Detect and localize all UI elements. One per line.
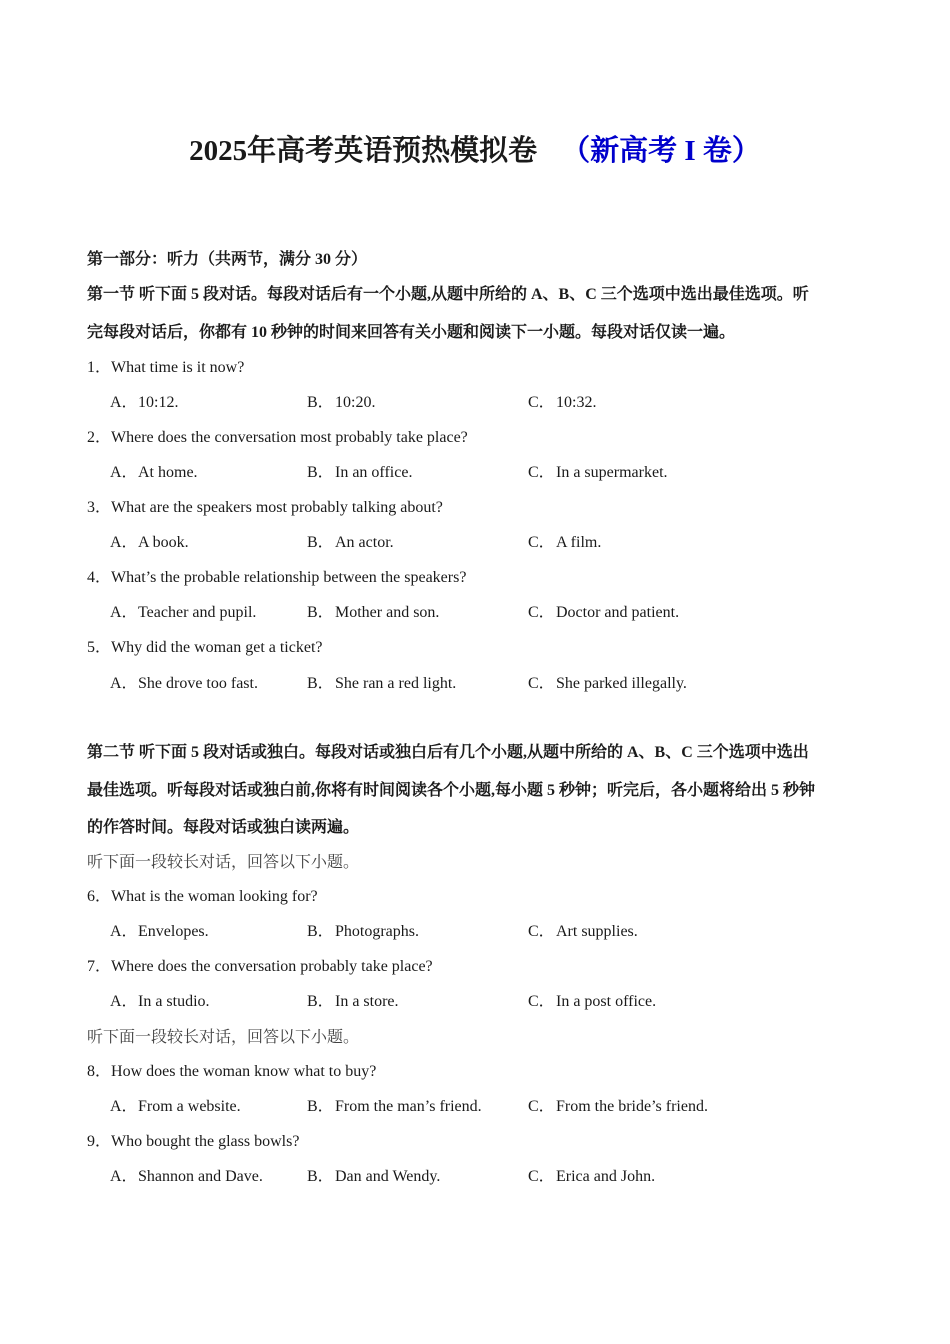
option-letter: C． xyxy=(528,675,555,692)
question-8 xyxy=(87,1061,376,1083)
option-a xyxy=(110,991,210,1013)
option-text: From the bride’s friend. xyxy=(556,1098,708,1115)
option-letter: A． xyxy=(110,464,138,481)
option-letter: A． xyxy=(110,1168,138,1185)
section2-instructions-line2: 最佳选项。听每段对话或独白前,你将有时间阅读各个小题,每小题 5 秒钟；听完后，各小题将给出 5 秒钟 xyxy=(87,782,816,799)
option-a xyxy=(110,1096,241,1118)
question-text: What’s the probable relationship between the speakers? xyxy=(111,569,467,586)
option-letter: A． xyxy=(110,993,138,1010)
long-dialogue-note: 听下面一段较长对话，回答以下小题。 xyxy=(87,1029,360,1046)
question-text: What time is it now? xyxy=(111,359,245,376)
part1-heading: 第一部分：听力（共两节，满分 30 分） xyxy=(87,251,368,268)
option-letter: A． xyxy=(110,534,138,551)
question-text: What are the speakers most probably talking about? xyxy=(111,499,443,516)
question-text: Where does the conversation probably take place? xyxy=(111,958,433,975)
option-c xyxy=(528,1096,708,1118)
option-letter: C． xyxy=(528,604,555,621)
option-text: Dan and Wendy. xyxy=(335,1168,441,1185)
title-tag: （新高考 I 卷） xyxy=(561,135,761,167)
option-letter: A． xyxy=(110,394,138,411)
option-a xyxy=(110,602,256,624)
option-b xyxy=(307,1096,482,1118)
option-text: At home. xyxy=(138,464,198,481)
option-text: Erica and John. xyxy=(556,1168,656,1185)
question-number: 1． xyxy=(87,359,112,376)
option-b xyxy=(307,462,412,484)
option-letter: A． xyxy=(110,1098,138,1115)
option-letter: C． xyxy=(528,464,555,481)
question-1 xyxy=(87,357,244,379)
option-letter: B． xyxy=(307,993,334,1010)
option-letter: B． xyxy=(307,534,334,551)
section1-instructions-line2: 完每段对话后，你都有 10 秒钟的时间来回答有关小题和阅读下一小题。每段对话仅读一遍。 xyxy=(87,324,736,341)
question-number: 2． xyxy=(87,429,112,446)
question-9 xyxy=(87,1131,299,1153)
option-text: Envelopes. xyxy=(138,923,209,940)
option-letter: B． xyxy=(307,1098,334,1115)
option-c xyxy=(528,1166,655,1188)
question-text: How does the woman know what to buy? xyxy=(111,1063,377,1080)
long-dialogue-note: 听下面一段较长对话，回答以下小题。 xyxy=(87,854,360,871)
option-letter: C． xyxy=(528,1098,555,1115)
option-letter: B． xyxy=(307,464,334,481)
option-a xyxy=(110,1166,263,1188)
option-c xyxy=(528,673,687,695)
option-text: 10:32. xyxy=(556,394,597,411)
page-title xyxy=(0,131,950,171)
option-c xyxy=(528,602,679,624)
option-b xyxy=(307,673,456,695)
question-text: What is the woman looking for? xyxy=(111,888,318,905)
question-number: 9． xyxy=(87,1133,112,1150)
option-letter: B． xyxy=(307,923,334,940)
option-text: From a website. xyxy=(138,1098,241,1115)
option-b xyxy=(307,991,399,1013)
option-text: In a supermarket. xyxy=(556,464,668,481)
option-b xyxy=(307,392,375,414)
question-6 xyxy=(87,886,318,908)
option-text: She ran a red light. xyxy=(335,675,457,692)
question-number: 3． xyxy=(87,499,112,516)
option-letter: B． xyxy=(307,675,334,692)
question-7 xyxy=(87,956,433,978)
question-number: 6． xyxy=(87,888,112,905)
option-letter: B． xyxy=(307,1168,334,1185)
option-letter: A． xyxy=(110,675,138,692)
option-text: She drove too fast. xyxy=(138,675,258,692)
option-b xyxy=(307,532,394,554)
option-text: Shannon and Dave. xyxy=(138,1168,263,1185)
option-text: A book. xyxy=(138,534,189,551)
option-text: Photographs. xyxy=(335,923,419,940)
option-text: Art supplies. xyxy=(556,923,638,940)
option-text: A film. xyxy=(556,534,602,551)
option-c xyxy=(528,991,656,1013)
option-b xyxy=(307,602,439,624)
option-letter: C． xyxy=(528,394,555,411)
question-text: Why did the woman get a ticket? xyxy=(111,639,323,656)
option-letter: B． xyxy=(307,394,334,411)
option-text: In a store. xyxy=(335,993,399,1010)
question-text: Who bought the glass bowls? xyxy=(111,1133,300,1150)
section2-instructions-line3: 的作答时间。每段对话或独白读两遍。 xyxy=(87,819,360,836)
option-a xyxy=(110,392,178,414)
option-a xyxy=(110,673,258,695)
question-number: 8． xyxy=(87,1063,112,1080)
option-c xyxy=(528,462,668,484)
question-3 xyxy=(87,497,443,519)
question-text: Where does the conversation most probably take place? xyxy=(111,429,468,446)
option-text: Teacher and pupil. xyxy=(138,604,257,621)
question-number: 5． xyxy=(87,639,112,656)
option-a xyxy=(110,462,198,484)
section1-instructions-line1: 第一节 听下面 5 段对话。每段对话后有一个小题,从题中所给的 A、B、C 三个选项中选出最佳选项。听 xyxy=(87,286,809,303)
option-letter: C． xyxy=(528,1168,555,1185)
option-c xyxy=(528,532,601,554)
option-letter: C． xyxy=(528,993,555,1010)
option-letter: C． xyxy=(528,923,555,940)
option-text: From the man’s friend. xyxy=(335,1098,482,1115)
option-b xyxy=(307,1166,440,1188)
option-letter: A． xyxy=(110,604,138,621)
title-main: 2025年高考英语预热模拟卷 xyxy=(189,135,538,167)
option-a xyxy=(110,921,209,943)
question-2 xyxy=(87,427,468,449)
option-a xyxy=(110,532,189,554)
option-text: In a studio. xyxy=(138,993,210,1010)
option-text: Mother and son. xyxy=(335,604,440,621)
option-c xyxy=(528,392,596,414)
question-number: 7． xyxy=(87,958,112,975)
question-number: 4． xyxy=(87,569,112,586)
option-text: She parked illegally. xyxy=(556,675,687,692)
question-4 xyxy=(87,567,466,589)
option-text: 10:20. xyxy=(335,394,376,411)
question-5 xyxy=(87,637,323,659)
option-text: 10:12. xyxy=(138,394,179,411)
option-text: Doctor and patient. xyxy=(556,604,680,621)
option-b xyxy=(307,921,419,943)
option-letter: B． xyxy=(307,604,334,621)
section2-instructions-line1: 第二节 听下面 5 段对话或独白。每段对话或独白后有几个小题,从题中所给的 A、B、C 三个选项中选出 xyxy=(87,744,809,761)
option-text: An actor. xyxy=(335,534,394,551)
option-text: In an office. xyxy=(335,464,413,481)
option-text: In a post office. xyxy=(556,993,657,1010)
option-c xyxy=(528,921,638,943)
option-letter: C． xyxy=(528,534,555,551)
option-letter: A． xyxy=(110,923,138,940)
